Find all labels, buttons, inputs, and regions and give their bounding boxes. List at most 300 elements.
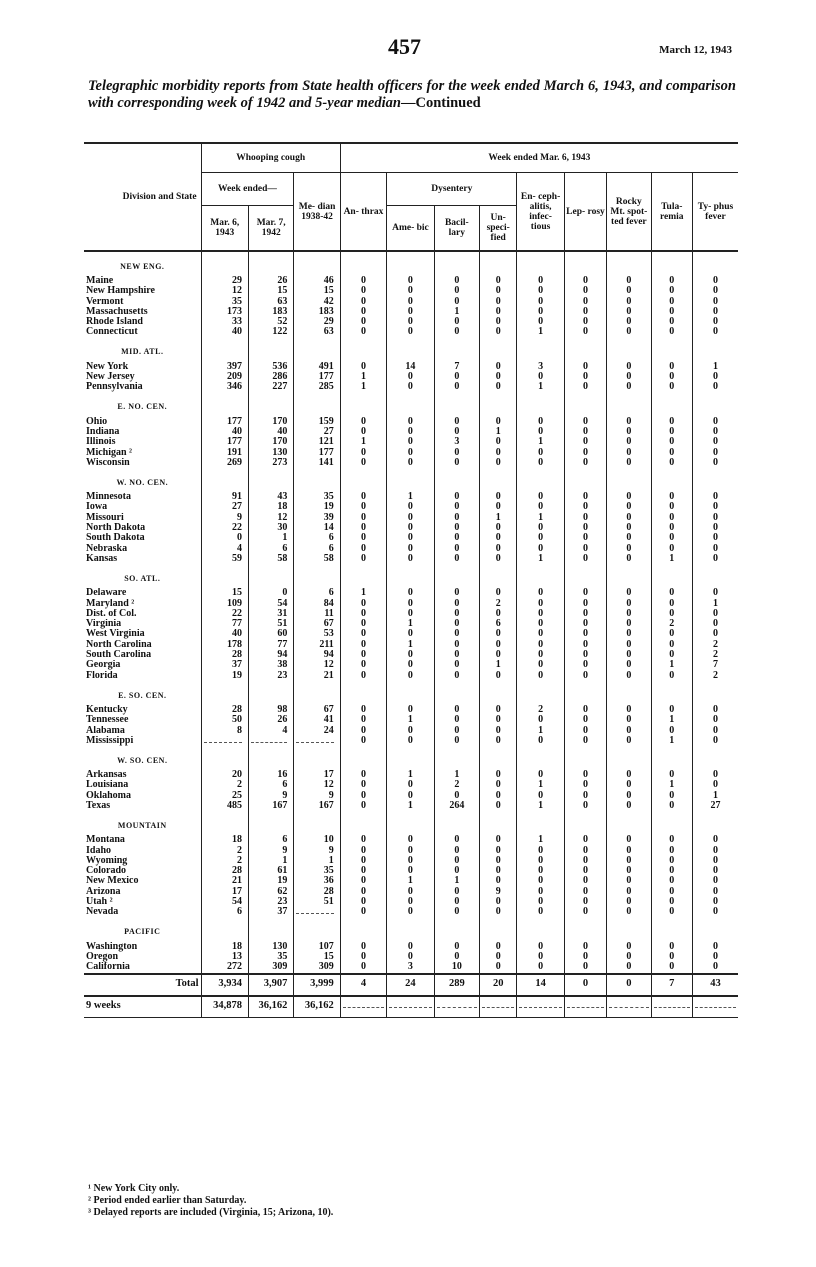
empty-cell — [294, 468, 340, 492]
table-cell: 1 — [480, 427, 517, 437]
table-cell: 397 — [201, 362, 248, 372]
table-cell: 2 — [692, 671, 738, 681]
table-cell: 33 — [201, 317, 248, 327]
table-cell: 0 — [692, 629, 738, 639]
table-cell: 0 — [564, 619, 606, 629]
table-cell: 0 — [692, 942, 738, 952]
table-cell: 0 — [517, 372, 564, 382]
state-name: California — [86, 962, 130, 973]
table-cell: 0 — [434, 715, 479, 725]
table-cell: 0 — [692, 876, 738, 886]
table-cell: 77 — [201, 619, 248, 629]
total-cell: 0 — [607, 974, 651, 996]
state-name: Montana — [86, 835, 125, 846]
table-cell: 0 — [517, 417, 564, 427]
empty-cell — [387, 811, 434, 835]
table-cell: 22 — [201, 609, 248, 619]
state-name: Texas — [86, 800, 111, 811]
table-cell: 0 — [564, 705, 606, 715]
table-cell: 0 — [480, 801, 517, 811]
table-cell: 0 — [607, 866, 651, 876]
table-cell: 0 — [517, 876, 564, 886]
table-cell: 0 — [480, 609, 517, 619]
table-cell: 1 — [517, 513, 564, 523]
table-cell: 0 — [607, 835, 651, 845]
table-cell: 63 — [248, 297, 293, 307]
table-cell: 36 — [294, 876, 340, 886]
state-name: Colorado — [86, 866, 126, 877]
table-cell: 18 — [201, 835, 248, 845]
weeks-empty-cell — [387, 996, 434, 1018]
table-row — [84, 770, 738, 780]
table-row — [84, 726, 738, 736]
table-cell: 4 — [201, 544, 248, 554]
table-cell: 0 — [387, 307, 434, 317]
empty-cell — [294, 746, 340, 770]
table-cell: 1 — [480, 513, 517, 523]
empty-cell — [294, 811, 340, 835]
table-cell: 0 — [340, 362, 386, 372]
table-cell: 177 — [201, 437, 248, 447]
state-name: Missouri — [86, 512, 124, 523]
table-cell: 0 — [517, 588, 564, 598]
table-cell: 0 — [340, 417, 386, 427]
table-row — [84, 276, 738, 286]
empty-cell — [434, 468, 479, 492]
table-cell: 0 — [387, 588, 434, 598]
table-cell: 0 — [387, 327, 434, 337]
table-cell: 0 — [564, 448, 606, 458]
total-cell: 0 — [564, 974, 606, 996]
region-row — [84, 564, 738, 588]
table-cell: 0 — [651, 650, 692, 660]
empty-cell — [480, 468, 517, 492]
table-cell: 0 — [692, 276, 738, 286]
total-cell: 3,934 — [201, 974, 248, 996]
table-cell: 227 — [248, 382, 293, 392]
table-row — [84, 502, 738, 512]
table-cell: 0 — [651, 544, 692, 554]
table-title — [88, 78, 736, 112]
table-cell: 0 — [434, 533, 479, 543]
empty-cell — [248, 468, 293, 492]
table-cell: 0 — [692, 544, 738, 554]
table-cell: 3 — [387, 962, 434, 973]
table-cell: 0 — [434, 513, 479, 523]
table-cell: 0 — [564, 286, 606, 296]
table-cell: 0 — [692, 513, 738, 523]
table-row — [84, 897, 738, 907]
table-cell: 2 — [434, 780, 479, 790]
table-cell: 0 — [480, 650, 517, 660]
table-cell: 9 — [294, 791, 340, 801]
empty-cell — [517, 338, 564, 362]
table-cell: 0 — [387, 417, 434, 427]
table-cell: 0 — [564, 907, 606, 917]
table-cell: 0 — [517, 276, 564, 286]
table-cell: 0 — [434, 448, 479, 458]
footnote-2: ² Period ended earlier than Saturday. — [88, 1195, 247, 1206]
table-cell: 0 — [564, 588, 606, 598]
table-cell: 0 — [651, 437, 692, 447]
empty-cell — [607, 681, 651, 705]
region-label: W. SO. CEN. — [117, 755, 168, 765]
encephalitis-header: En- ceph- alitis, infec- tious — [517, 173, 564, 252]
table-cell: 0 — [387, 907, 434, 917]
table-cell: 0 — [387, 952, 434, 962]
footnote-3: ³ Delayed reports are included (Virginia, 15; Arizona, 10). — [88, 1207, 334, 1218]
empty-cell — [564, 251, 606, 276]
table-cell: 0 — [564, 801, 606, 811]
table-cell: 0 — [387, 513, 434, 523]
empty-cell — [201, 746, 248, 770]
table-row — [84, 856, 738, 866]
table-cell: 0 — [434, 856, 479, 866]
table-row — [84, 736, 738, 746]
table-cell: 0 — [480, 523, 517, 533]
table-cell: 6 — [248, 835, 293, 845]
table-cell: 0 — [480, 437, 517, 447]
table-cell: 272 — [201, 962, 248, 973]
table-cell: 0 — [692, 427, 738, 437]
table-cell: 38 — [248, 660, 293, 670]
table-row — [84, 650, 738, 660]
table-cell: 0 — [434, 458, 479, 468]
mar-1943-header: Mar. 6, 1943 — [201, 206, 248, 252]
region-row — [84, 918, 738, 942]
empty-cell — [294, 251, 340, 276]
table-cell: 39 — [294, 513, 340, 523]
table-cell: 37 — [248, 907, 293, 917]
table-cell: 269 — [201, 458, 248, 468]
table-cell: 1 — [651, 715, 692, 725]
dash-placeholder — [251, 736, 287, 743]
empty-cell — [651, 918, 692, 942]
table-cell: 0 — [517, 660, 564, 670]
state-name: Oklahoma — [86, 790, 132, 801]
empty-cell — [692, 918, 738, 942]
table-cell: 0 — [692, 846, 738, 856]
total-cell: 3,907 — [248, 974, 293, 996]
table-cell: 0 — [434, 372, 479, 382]
table-cell: 0 — [434, 544, 479, 554]
table-cell: 29 — [201, 276, 248, 286]
table-row — [84, 533, 738, 543]
empty-cell — [480, 746, 517, 770]
table-cell: 35 — [294, 492, 340, 502]
empty-cell — [248, 338, 293, 362]
table-cell: 0 — [517, 897, 564, 907]
table-cell: 0 — [607, 448, 651, 458]
empty-cell — [607, 918, 651, 942]
total-cell: 3,999 — [294, 974, 340, 996]
state-name: Minnesota — [86, 492, 131, 503]
table-cell: 0 — [517, 846, 564, 856]
table-cell: 1 — [387, 640, 434, 650]
table-cell: 27 — [294, 427, 340, 437]
table-cell: 35 — [201, 297, 248, 307]
table-cell: 1 — [517, 835, 564, 845]
table-cell: 0 — [651, 835, 692, 845]
table-row — [84, 317, 738, 327]
table-cell: 53 — [294, 629, 340, 639]
table-cell: 0 — [517, 286, 564, 296]
table-cell: 0 — [607, 533, 651, 543]
table-cell: 0 — [480, 297, 517, 307]
table-cell: 0 — [387, 382, 434, 392]
empty-cell — [607, 338, 651, 362]
empty-cell — [294, 564, 340, 588]
table-cell: 0 — [387, 780, 434, 790]
table-cell: 52 — [248, 317, 293, 327]
table-cell: 0 — [692, 705, 738, 715]
empty-cell — [480, 564, 517, 588]
table-cell: 58 — [248, 554, 293, 564]
region-row — [84, 393, 738, 417]
table-cell: 0 — [340, 640, 386, 650]
table-cell: 0 — [480, 736, 517, 746]
state-name: North Carolina — [86, 639, 152, 650]
table-cell: 0 — [517, 458, 564, 468]
table-cell: 170 — [248, 417, 293, 427]
table-cell: 24 — [294, 726, 340, 736]
table-cell: 62 — [248, 887, 293, 897]
table-cell: 0 — [651, 907, 692, 917]
table-cell: 1 — [387, 770, 434, 780]
table-cell: 0 — [692, 327, 738, 337]
week-ended-group-header: Week ended Mar. 6, 1943 — [340, 143, 738, 173]
table-cell: 23 — [248, 897, 293, 907]
table-cell: 0 — [201, 533, 248, 543]
state-name: Massachusetts — [86, 306, 148, 317]
table-cell: 42 — [294, 297, 340, 307]
table-cell: 0 — [517, 448, 564, 458]
table-cell: 141 — [294, 458, 340, 468]
table-cell: 0 — [434, 317, 479, 327]
table-cell: 0 — [651, 942, 692, 952]
table-cell: 0 — [692, 523, 738, 533]
table-cell: 0 — [517, 317, 564, 327]
table-cell: 536 — [248, 362, 293, 372]
table-cell: 0 — [692, 780, 738, 790]
weeks-empty-cell — [564, 996, 606, 1018]
table-cell: 9 — [248, 846, 293, 856]
empty-cell — [434, 393, 479, 417]
empty-cell — [651, 468, 692, 492]
total-cell: 24 — [387, 974, 434, 996]
table-cell: 0 — [340, 856, 386, 866]
table-cell: 19 — [248, 876, 293, 886]
table-cell: 0 — [480, 382, 517, 392]
table-cell: 0 — [480, 876, 517, 886]
table-row — [84, 286, 738, 296]
empty-cell — [651, 811, 692, 835]
empty-cell — [564, 746, 606, 770]
table-cell: 0 — [564, 846, 606, 856]
page-number: 457 — [388, 34, 421, 59]
table-cell: 0 — [607, 780, 651, 790]
table-cell: 0 — [517, 629, 564, 639]
table-cell: 0 — [387, 650, 434, 660]
empty-cell — [340, 918, 386, 942]
header-date: March 12, 1943 — [659, 44, 732, 56]
empty-cell — [607, 746, 651, 770]
table-cell: 0 — [692, 907, 738, 917]
table-cell: 0 — [517, 962, 564, 973]
table-cell: 54 — [201, 897, 248, 907]
table-cell: 0 — [564, 382, 606, 392]
state-name: Utah ² — [86, 897, 113, 908]
table-cell: 8 — [201, 726, 248, 736]
table-cell: 1 — [651, 780, 692, 790]
table-cell: 94 — [294, 650, 340, 660]
whooping-cough-header: Whooping cough — [201, 143, 340, 173]
table-cell: 28 — [201, 866, 248, 876]
table-cell: 21 — [201, 876, 248, 886]
table-cell: 40 — [201, 629, 248, 639]
table-cell: 0 — [692, 770, 738, 780]
table-cell: 0 — [651, 952, 692, 962]
empty-cell — [248, 918, 293, 942]
table-row — [84, 962, 738, 973]
table-cell: 0 — [692, 856, 738, 866]
table-cell: 0 — [480, 448, 517, 458]
bacillary-header: Bacil- lary — [434, 206, 479, 252]
table-cell: 0 — [340, 629, 386, 639]
table-cell: 211 — [294, 640, 340, 650]
table-cell: 485 — [201, 801, 248, 811]
state-name: Wyoming — [86, 855, 128, 866]
table-cell: 1 — [387, 715, 434, 725]
table-cell: 1 — [248, 533, 293, 543]
table-cell: 0 — [607, 705, 651, 715]
table-cell: 0 — [340, 619, 386, 629]
state-name: North Dakota — [86, 523, 146, 534]
table-cell: 0 — [692, 609, 738, 619]
table-cell: 0 — [517, 609, 564, 619]
table-cell: 0 — [692, 437, 738, 447]
empty-cell — [294, 338, 340, 362]
table-cell: 0 — [387, 544, 434, 554]
table-cell: 0 — [651, 866, 692, 876]
table-cell: 0 — [434, 726, 479, 736]
table-cell: 40 — [201, 427, 248, 437]
dash-placeholder — [519, 1001, 561, 1008]
table-cell: 0 — [651, 276, 692, 286]
table-cell: 0 — [480, 307, 517, 317]
total-label: Total — [84, 974, 201, 996]
table-cell: 0 — [607, 619, 651, 629]
table-cell: 26 — [248, 715, 293, 725]
state-name: Alabama — [86, 725, 125, 736]
empty-cell — [294, 918, 340, 942]
table-cell: 25 — [201, 791, 248, 801]
state-name: Delaware — [86, 588, 127, 599]
table-cell: 26 — [248, 276, 293, 286]
table-cell: 0 — [480, 588, 517, 598]
dash-placeholder — [296, 736, 333, 743]
table-cell: 0 — [480, 327, 517, 337]
table-cell: 4 — [248, 726, 293, 736]
table-cell: 43 — [248, 492, 293, 502]
empty-cell — [692, 338, 738, 362]
table-cell: 0 — [564, 791, 606, 801]
table-cell: 0 — [564, 640, 606, 650]
table-cell: 2 — [201, 846, 248, 856]
table-row — [84, 715, 738, 725]
table-cell: 0 — [651, 327, 692, 337]
table-cell: 0 — [480, 856, 517, 866]
table-cell: 0 — [434, 705, 479, 715]
table-row — [84, 887, 738, 897]
table-cell: 0 — [517, 866, 564, 876]
table-cell: 0 — [340, 492, 386, 502]
empty-cell — [692, 393, 738, 417]
table-cell: 0 — [692, 458, 738, 468]
table-cell: 58 — [294, 554, 340, 564]
table-cell: 0 — [607, 726, 651, 736]
table-cell: 0 — [651, 448, 692, 458]
table-cell: 0 — [434, 599, 479, 609]
table-cell: 0 — [564, 317, 606, 327]
table-cell: 3 — [434, 437, 479, 447]
empty-cell — [564, 564, 606, 588]
table-cell: 0 — [517, 619, 564, 629]
table-cell: 0 — [517, 533, 564, 543]
table-cell: 22 — [201, 523, 248, 533]
state-name: Tennessee — [86, 715, 129, 726]
table-cell: 2 — [201, 780, 248, 790]
table-cell: 0 — [387, 835, 434, 845]
empty-cell — [480, 681, 517, 705]
table-cell: 0 — [434, 382, 479, 392]
table-cell: 0 — [480, 276, 517, 286]
region-label: PACIFIC — [124, 927, 161, 937]
table-cell: 10 — [434, 962, 479, 973]
table-row — [84, 660, 738, 670]
weeks-empty-cell — [480, 996, 517, 1018]
table-cell: 0 — [387, 523, 434, 533]
table-cell: 0 — [480, 770, 517, 780]
table-cell: 91 — [201, 492, 248, 502]
table-cell: 0 — [517, 942, 564, 952]
empty-cell — [248, 811, 293, 835]
table-row — [84, 448, 738, 458]
table-cell: 0 — [340, 554, 386, 564]
total-cell: 4 — [340, 974, 386, 996]
table-cell: 0 — [480, 533, 517, 543]
mar-1942-header: Mar. 7, 1942 — [248, 206, 293, 252]
state-name: Wisconsin — [86, 457, 130, 468]
table-cell: 0 — [434, 297, 479, 307]
table-cell: 27 — [692, 801, 738, 811]
title-text: Telegraphic morbidity reports from State health officers for the week ended March 6, 1943, and comparison with corresponding week of 1942 and 5-year median — [88, 78, 736, 111]
table-cell: 23 — [248, 671, 293, 681]
table-cell: 0 — [387, 533, 434, 543]
table-cell: 0 — [340, 736, 386, 746]
table-cell: 14 — [387, 362, 434, 372]
table-cell: 7 — [692, 660, 738, 670]
table-cell: 2 — [201, 856, 248, 866]
total-cell: 20 — [480, 974, 517, 996]
table-row — [84, 544, 738, 554]
table-cell: 0 — [517, 544, 564, 554]
table-cell: 0 — [692, 897, 738, 907]
table-cell: 0 — [692, 492, 738, 502]
table-cell: 0 — [692, 588, 738, 598]
table-cell: 0 — [434, 942, 479, 952]
table-cell: 63 — [294, 327, 340, 337]
